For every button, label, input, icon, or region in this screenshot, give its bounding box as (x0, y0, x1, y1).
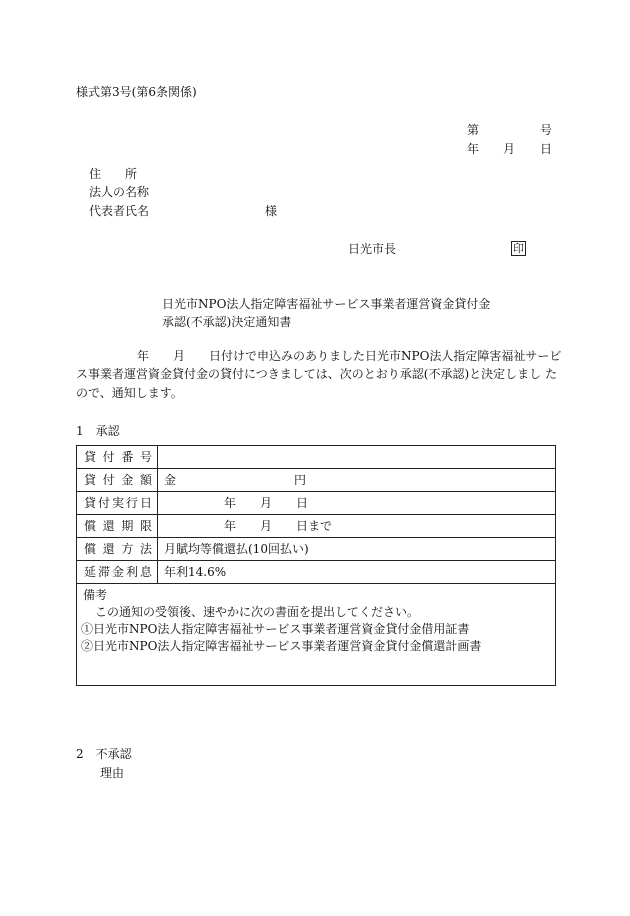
execution-date-value: 年 月 日 (158, 492, 556, 515)
doc-title-line2: 承認(不承認)決定通知書 (162, 315, 292, 329)
body-line-1: 年 月 日付けで申込みのありました日光市NPO法人指定障害福祉サービ (137, 349, 562, 363)
form-number: 様式第3号(第6条関係) (76, 85, 197, 99)
repayment-deadline-value: 年 月 日まで (158, 515, 556, 538)
repayment-method-value: 月賦均等償還払(10回払い) (158, 538, 556, 561)
date-day: 日 (540, 142, 553, 156)
approval-heading: 1 承認 (76, 424, 120, 438)
table-row (77, 446, 556, 469)
notes-item-2: ②日光市NPO法人指定障害福祉サービス事業者運営資金貸付金償還計画書 (81, 639, 482, 653)
table-row (77, 538, 556, 561)
table-row (77, 561, 556, 584)
row-label: 償還期限 (77, 515, 158, 538)
seal-mark (511, 240, 526, 256)
approval-table (76, 445, 556, 584)
notes-intro: この通知の受領後、速やかに次の書面を提出してください。 (95, 605, 420, 619)
notes-item-1: ①日光市NPO法人指定障害福祉サービス事業者運営資金貸付金借用証書 (81, 622, 470, 636)
notes-title: 備考 (83, 588, 108, 602)
row-label: 貸付実行日 (77, 492, 158, 515)
rejection-heading: 2 不承認 (76, 747, 132, 761)
table-row (77, 492, 556, 515)
corp-name-label: 法人の名称 (89, 185, 150, 199)
row-label: 貸付金額 (77, 469, 158, 492)
notes-box (76, 583, 556, 686)
body-line-3: ので、通知します。 (76, 386, 183, 400)
date-year: 年 (467, 142, 480, 156)
table-row (77, 469, 556, 492)
row-label: 貸付番号 (77, 446, 158, 469)
table-row (77, 515, 556, 538)
amount-prefix: 金 (164, 473, 177, 487)
reason-label: 理由 (100, 766, 125, 780)
address-label: 住 所 (89, 167, 138, 181)
number-suffix: 号 (540, 123, 553, 137)
sender-title: 日光市長 (348, 242, 397, 256)
seal-text: 印 (513, 242, 524, 255)
number-prefix: 第 (467, 123, 480, 137)
rep-name-label: 代表者氏名 (89, 204, 150, 218)
late-interest-value: 年利14.6% (158, 561, 556, 584)
date-month: 月 (503, 142, 516, 156)
loan-amount-value (158, 469, 556, 492)
doc-title-line1: 日光市NPO法人指定障害福祉サービス事業者運営資金貸付金 (162, 297, 491, 311)
row-label: 償還方法 (77, 538, 158, 561)
amount-unit: 円 (294, 473, 307, 487)
row-label: 延滞金利息 (77, 561, 158, 584)
loan-number-value (158, 446, 556, 469)
honorific: 様 (265, 204, 278, 218)
body-line-2: ス事業者運営資金貸付金の貸付につきましては、次のとおり承認(不承認)と決定しまし た (76, 367, 557, 381)
